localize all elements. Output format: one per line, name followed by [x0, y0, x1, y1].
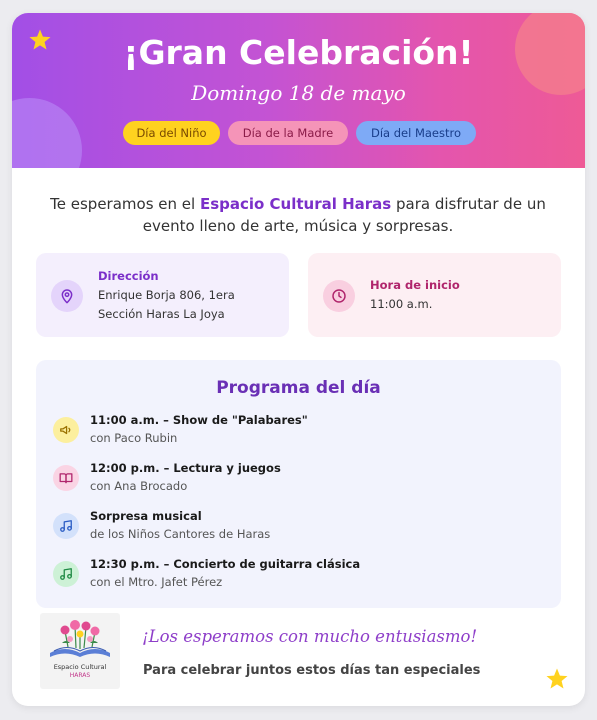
megaphone-icon [53, 417, 79, 443]
intro-text [48, 193, 548, 237]
tag-dia-del-maestro: Día del Maestro [356, 121, 476, 145]
header-banner [12, 13, 585, 168]
program-item [53, 557, 533, 599]
address-line-2: Sección Haras La Joya [98, 307, 225, 321]
start-time-value: 11:00 a.m. [370, 297, 433, 311]
page-title: ¡Gran Celebración! [123, 33, 474, 72]
closing-message: ¡Los esperamos con mucho entusiasmo! [142, 627, 478, 646]
location-pin-icon [51, 280, 83, 312]
decorative-circle [12, 98, 82, 168]
intro-before: Te esperamos en el [50, 195, 200, 213]
tag-dia-de-la-madre: Día de la Madre [228, 121, 348, 145]
program-item [53, 413, 533, 455]
program-item-title: Sorpresa musical [90, 509, 202, 523]
program-item-subtitle: de los Niños Cantores de Haras [90, 527, 271, 541]
address-card [36, 253, 289, 337]
program-item-title: 12:00 p.m. – Lectura y juegos [90, 461, 281, 475]
program-item-subtitle: con Ana Brocado [90, 479, 188, 493]
closing-subtext: Para celebrar juntos estos días tan especiales [143, 663, 481, 678]
program-section [36, 360, 561, 608]
book-flowers-logo-icon [40, 613, 120, 663]
venue-logo [40, 613, 120, 689]
intro-after: para disfrutar de un evento lleno de arte, música y sorpresas. [142, 195, 546, 235]
music-note-icon [53, 513, 79, 539]
address-line-1: Enrique Borja 806, 1era [98, 288, 235, 302]
start-time-label: Hora de inicio [370, 278, 460, 292]
program-item-title: 12:30 p.m. – Concierto de guitarra clásica [90, 557, 361, 571]
tag-dia-del-nino: Día del Niño [123, 121, 220, 145]
music-note-icon [53, 561, 79, 587]
star-icon [545, 667, 569, 691]
program-item-subtitle: con Paco Rubin [90, 431, 178, 445]
clock-icon [323, 280, 355, 312]
event-date: Domingo 18 de mayo [191, 81, 406, 105]
program-item-title: 11:00 a.m. – Show de "Palabares" [90, 413, 308, 427]
program-item [53, 509, 533, 551]
program-item [53, 461, 533, 503]
program-title: Programa del día [216, 378, 381, 398]
logo-text-line-1: Espacio Cultural [53, 663, 107, 671]
book-icon [53, 465, 79, 491]
program-item-subtitle: con el Mtro. Jafet Pérez [90, 575, 223, 589]
logo-text-line-2: HARAS [69, 672, 91, 679]
start-time-card [308, 253, 561, 337]
address-label: Dirección [98, 269, 159, 283]
venue-name: Espacio Cultural Haras [199, 195, 392, 213]
event-card [12, 13, 585, 706]
